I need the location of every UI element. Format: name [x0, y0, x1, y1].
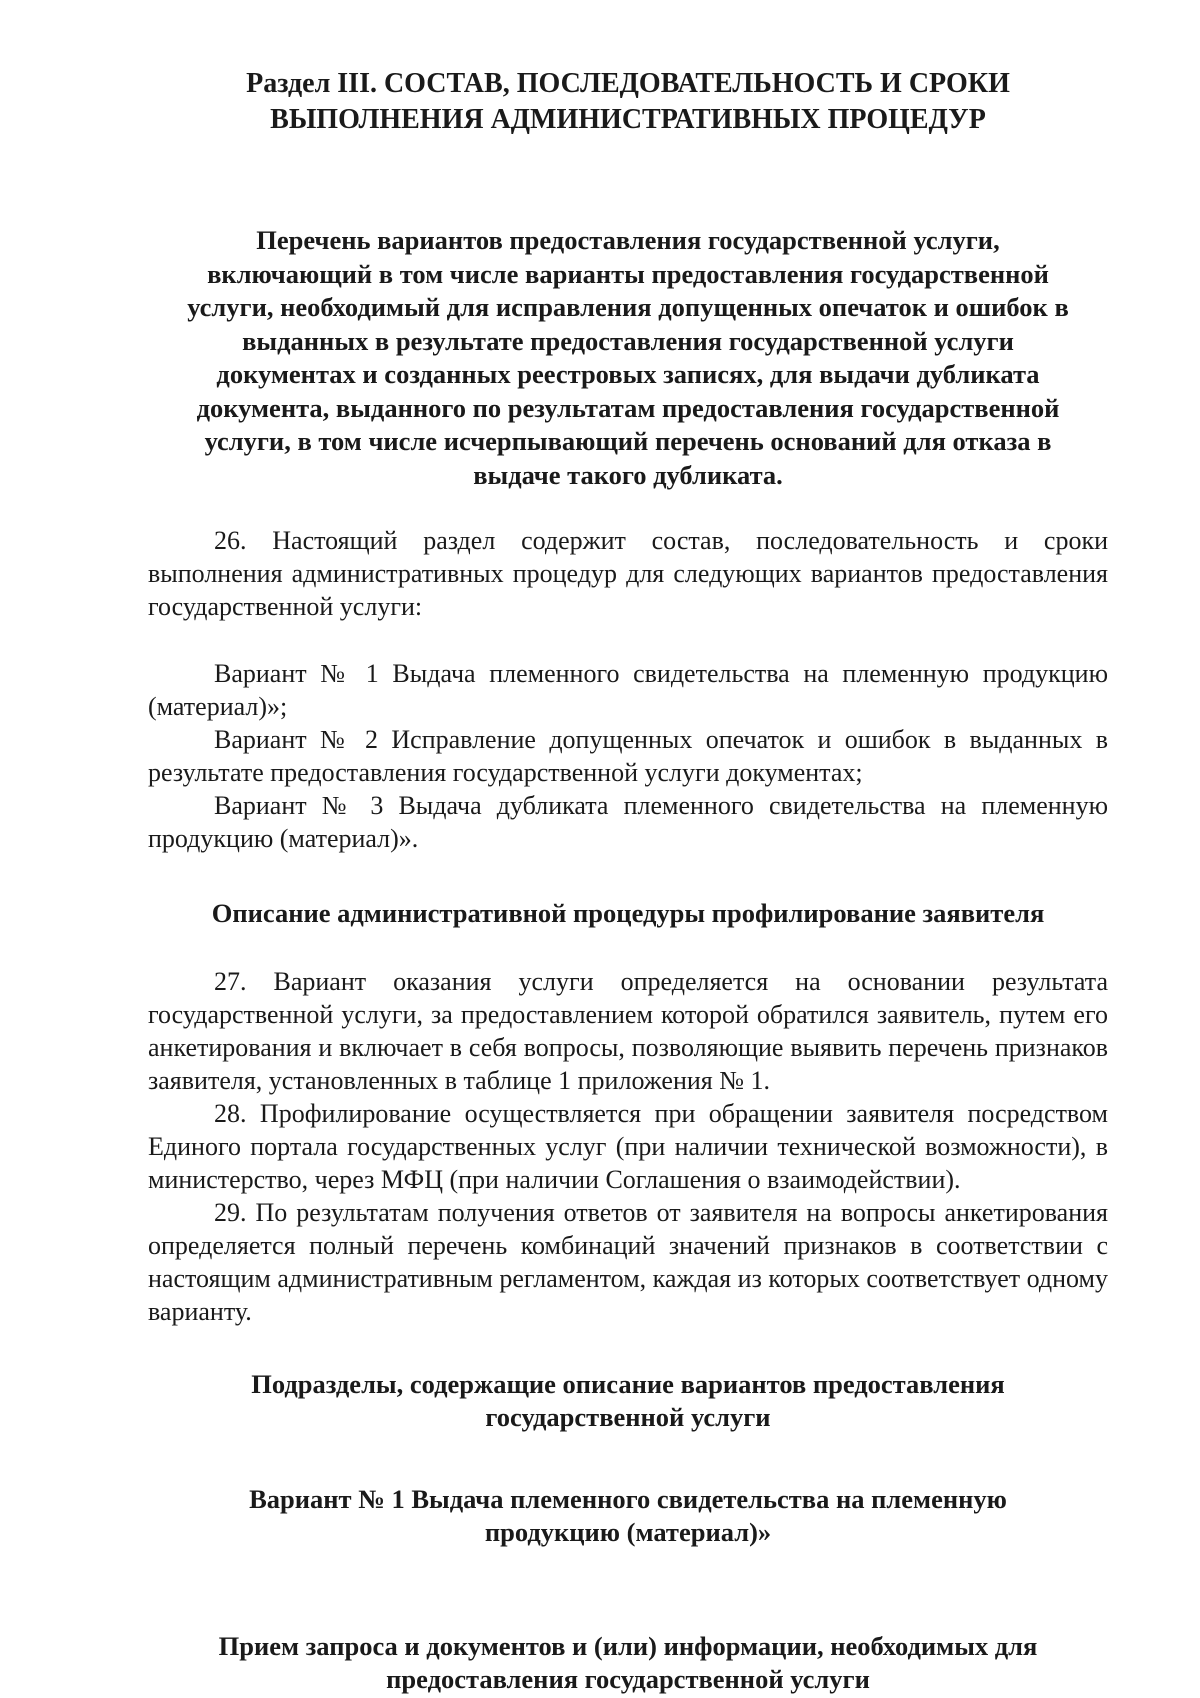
- variant-item-3: Вариант № 3 Выдача дубликата племенного свидетельства на племенную продукцию (материал)».: [148, 791, 1108, 853]
- variant-item-1: Вариант № 1 Выдача племенного свидетельства на племенную продукцию (материал)»;: [148, 659, 1108, 721]
- variants-list-heading: [148, 224, 1108, 492]
- heading-line: включающий в том числе варианты предоставления государственной: [207, 258, 1049, 289]
- heading-line: Вариант № 1 Выдача племенного свидетельства на племенную: [249, 1483, 1007, 1514]
- heading-line: документа, выданного по результатам предоставления государственной: [196, 392, 1060, 423]
- heading-line: документах и созданных реестровых записях, для выдачи дубликата: [216, 359, 1040, 389]
- variant1-heading: [148, 1483, 1108, 1550]
- section-title-line: ВЫПОЛНЕНИЯ АДМИНИСТРАТИВНЫХ ПРОЦЕДУР: [270, 104, 986, 135]
- heading-line: государственной услуги: [485, 1402, 771, 1432]
- heading-line: предоставления государственной услуги: [386, 1664, 870, 1694]
- paragraph-27: 27. Вариант оказания услуги определяется на основании результата государственной услуги, за предоставлением которой обратился заявитель, путем его анкетирования и включает в себя вопросы, позволяющие выявить перечень признаков заявителя, установленных в таблице 1 приложения № 1.: [148, 966, 1108, 1095]
- heading-line: услуги, в том числе исчерпывающий перечень оснований для отказа в: [204, 426, 1052, 456]
- reception-heading: [148, 1630, 1108, 1697]
- heading-line: Перечень вариантов предоставления государственной услуги,: [256, 225, 1000, 255]
- heading-line: Подразделы, содержащие описание вариантов предоставления: [251, 1368, 1005, 1399]
- paragraph-26: 26. Настоящий раздел содержит состав, последовательность и сроки выполнения административных процедур для следующих вариантов предоставления государственной услуги:: [148, 526, 1108, 621]
- variants-list: [148, 657, 1108, 855]
- subsections-heading: [148, 1368, 1108, 1435]
- paragraph-28: 28. Профилирование осуществляется при обращении заявителя посредством Единого портала государственных услуг (при наличии технической возможности), в министерство, через МФЦ (при наличии Соглашения о взаимодействии).: [148, 1098, 1108, 1194]
- section-title: [148, 66, 1108, 138]
- paragraph-29: 29. По результатам получения ответов от заявителя на вопросы анкетирования определяется полный перечень комбинаций значений признаков в соответствии с настоящим административным регламентом, каждая из которых соответствует одному варианту.: [148, 1197, 1108, 1326]
- heading-line: услуги, необходимый для исправления допущенных опечаток и ошибок в: [187, 292, 1069, 322]
- profiling-heading: Описание административной процедуры профилирование заявителя: [211, 898, 1045, 928]
- document-content: [148, 66, 1108, 1697]
- variant-item-2: Вариант № 2 Исправление допущенных опечаток и ошибок в выданных в результате предоставления государственной услуги документах;: [148, 725, 1108, 787]
- heading-line: продукцию (материал)»: [484, 1517, 772, 1547]
- heading-line: Прием запроса и документов и (или) информации, необходимых для: [218, 1630, 1038, 1661]
- heading-line: выданных в результате предоставления государственной услуги: [242, 325, 1014, 356]
- section-title-line: Раздел III. СОСТАВ, ПОСЛЕДОВАТЕЛЬНОСТЬ И СРОКИ: [246, 68, 1010, 99]
- heading-line: выдаче такого дубликата.: [473, 459, 783, 490]
